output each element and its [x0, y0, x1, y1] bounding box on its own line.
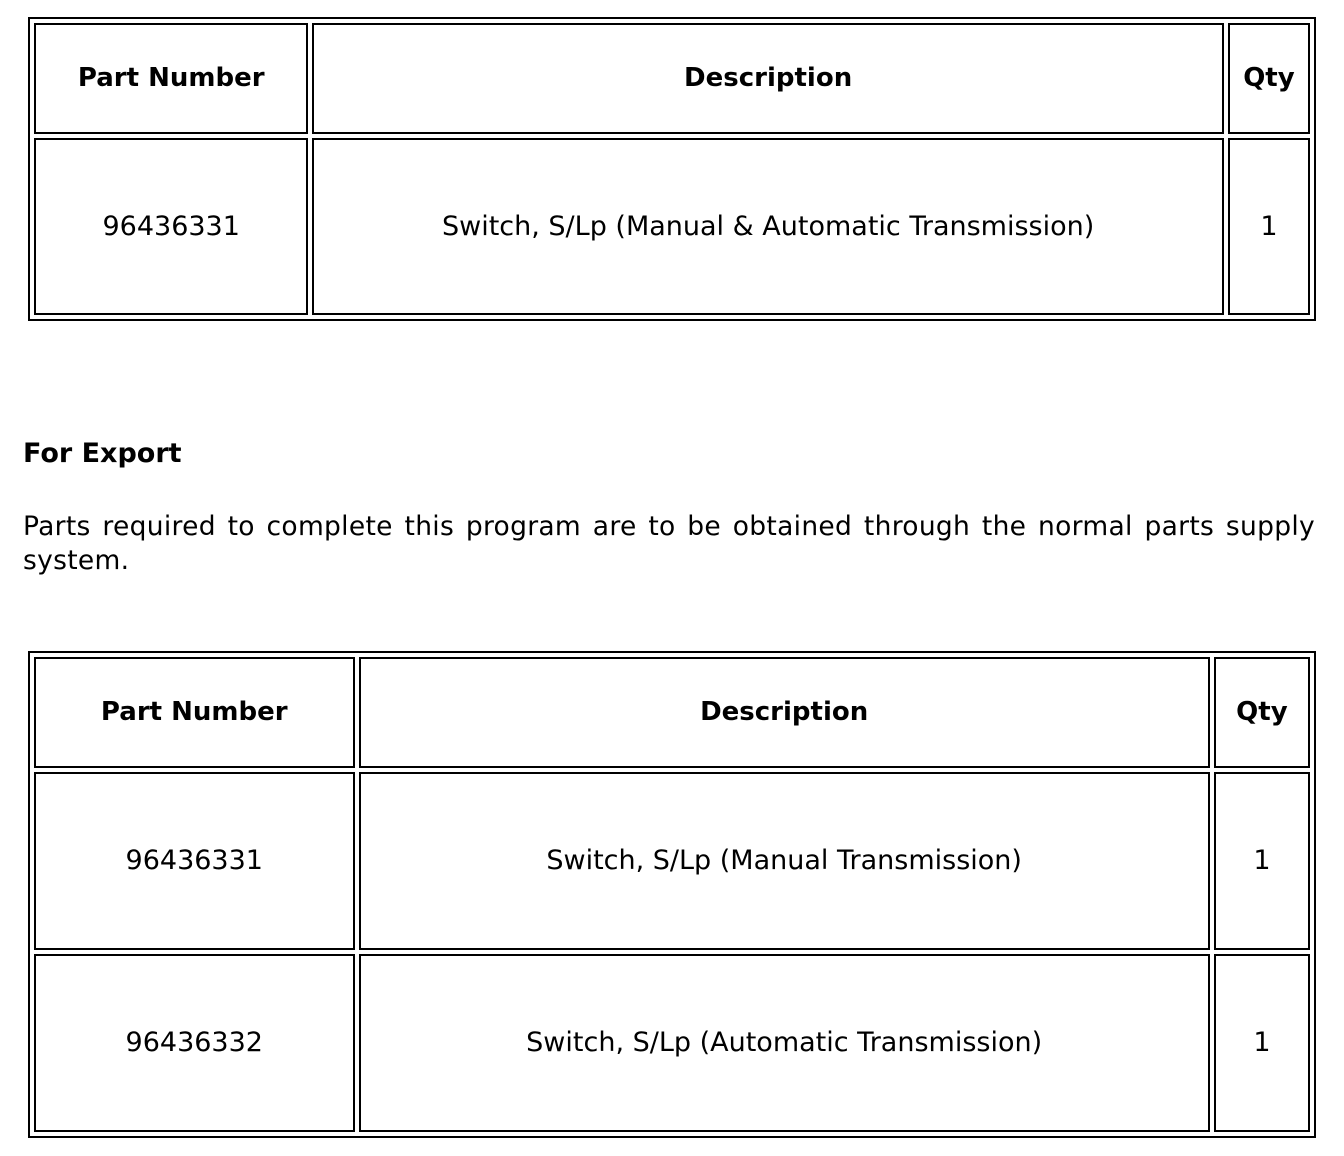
header-qty: Qty: [1214, 657, 1310, 768]
cell-qty: 1: [1214, 772, 1310, 950]
table-header-row: [34, 23, 1310, 134]
cell-part-number: 96436331: [34, 138, 308, 315]
header-part-number: Part Number: [34, 657, 355, 768]
parts-table-export: [28, 651, 1316, 1138]
table-row: [34, 954, 1310, 1132]
cell-description: Switch, S/Lp (Manual & Automatic Transmission): [312, 138, 1223, 315]
export-section-text: Parts required to complete this program are to be obtained through the normal parts supply system.: [23, 511, 1315, 576]
cell-qty: 1: [1214, 954, 1310, 1132]
cell-qty: 1: [1228, 138, 1310, 315]
table-row: [34, 772, 1310, 950]
table-header-row: [34, 657, 1310, 768]
cell-part-number: 96436332: [34, 954, 355, 1132]
header-description: Description: [359, 657, 1210, 768]
header-part-number: Part Number: [34, 23, 308, 134]
header-description: Description: [312, 23, 1223, 134]
cell-description: Switch, S/Lp (Automatic Transmission): [359, 954, 1210, 1132]
cell-part-number: 96436331: [34, 772, 355, 950]
table-row: [34, 138, 1310, 315]
export-section-heading: For Export: [23, 438, 182, 469]
parts-table-primary: [28, 17, 1316, 321]
header-qty: Qty: [1228, 23, 1310, 134]
cell-description: Switch, S/Lp (Manual Transmission): [359, 772, 1210, 950]
